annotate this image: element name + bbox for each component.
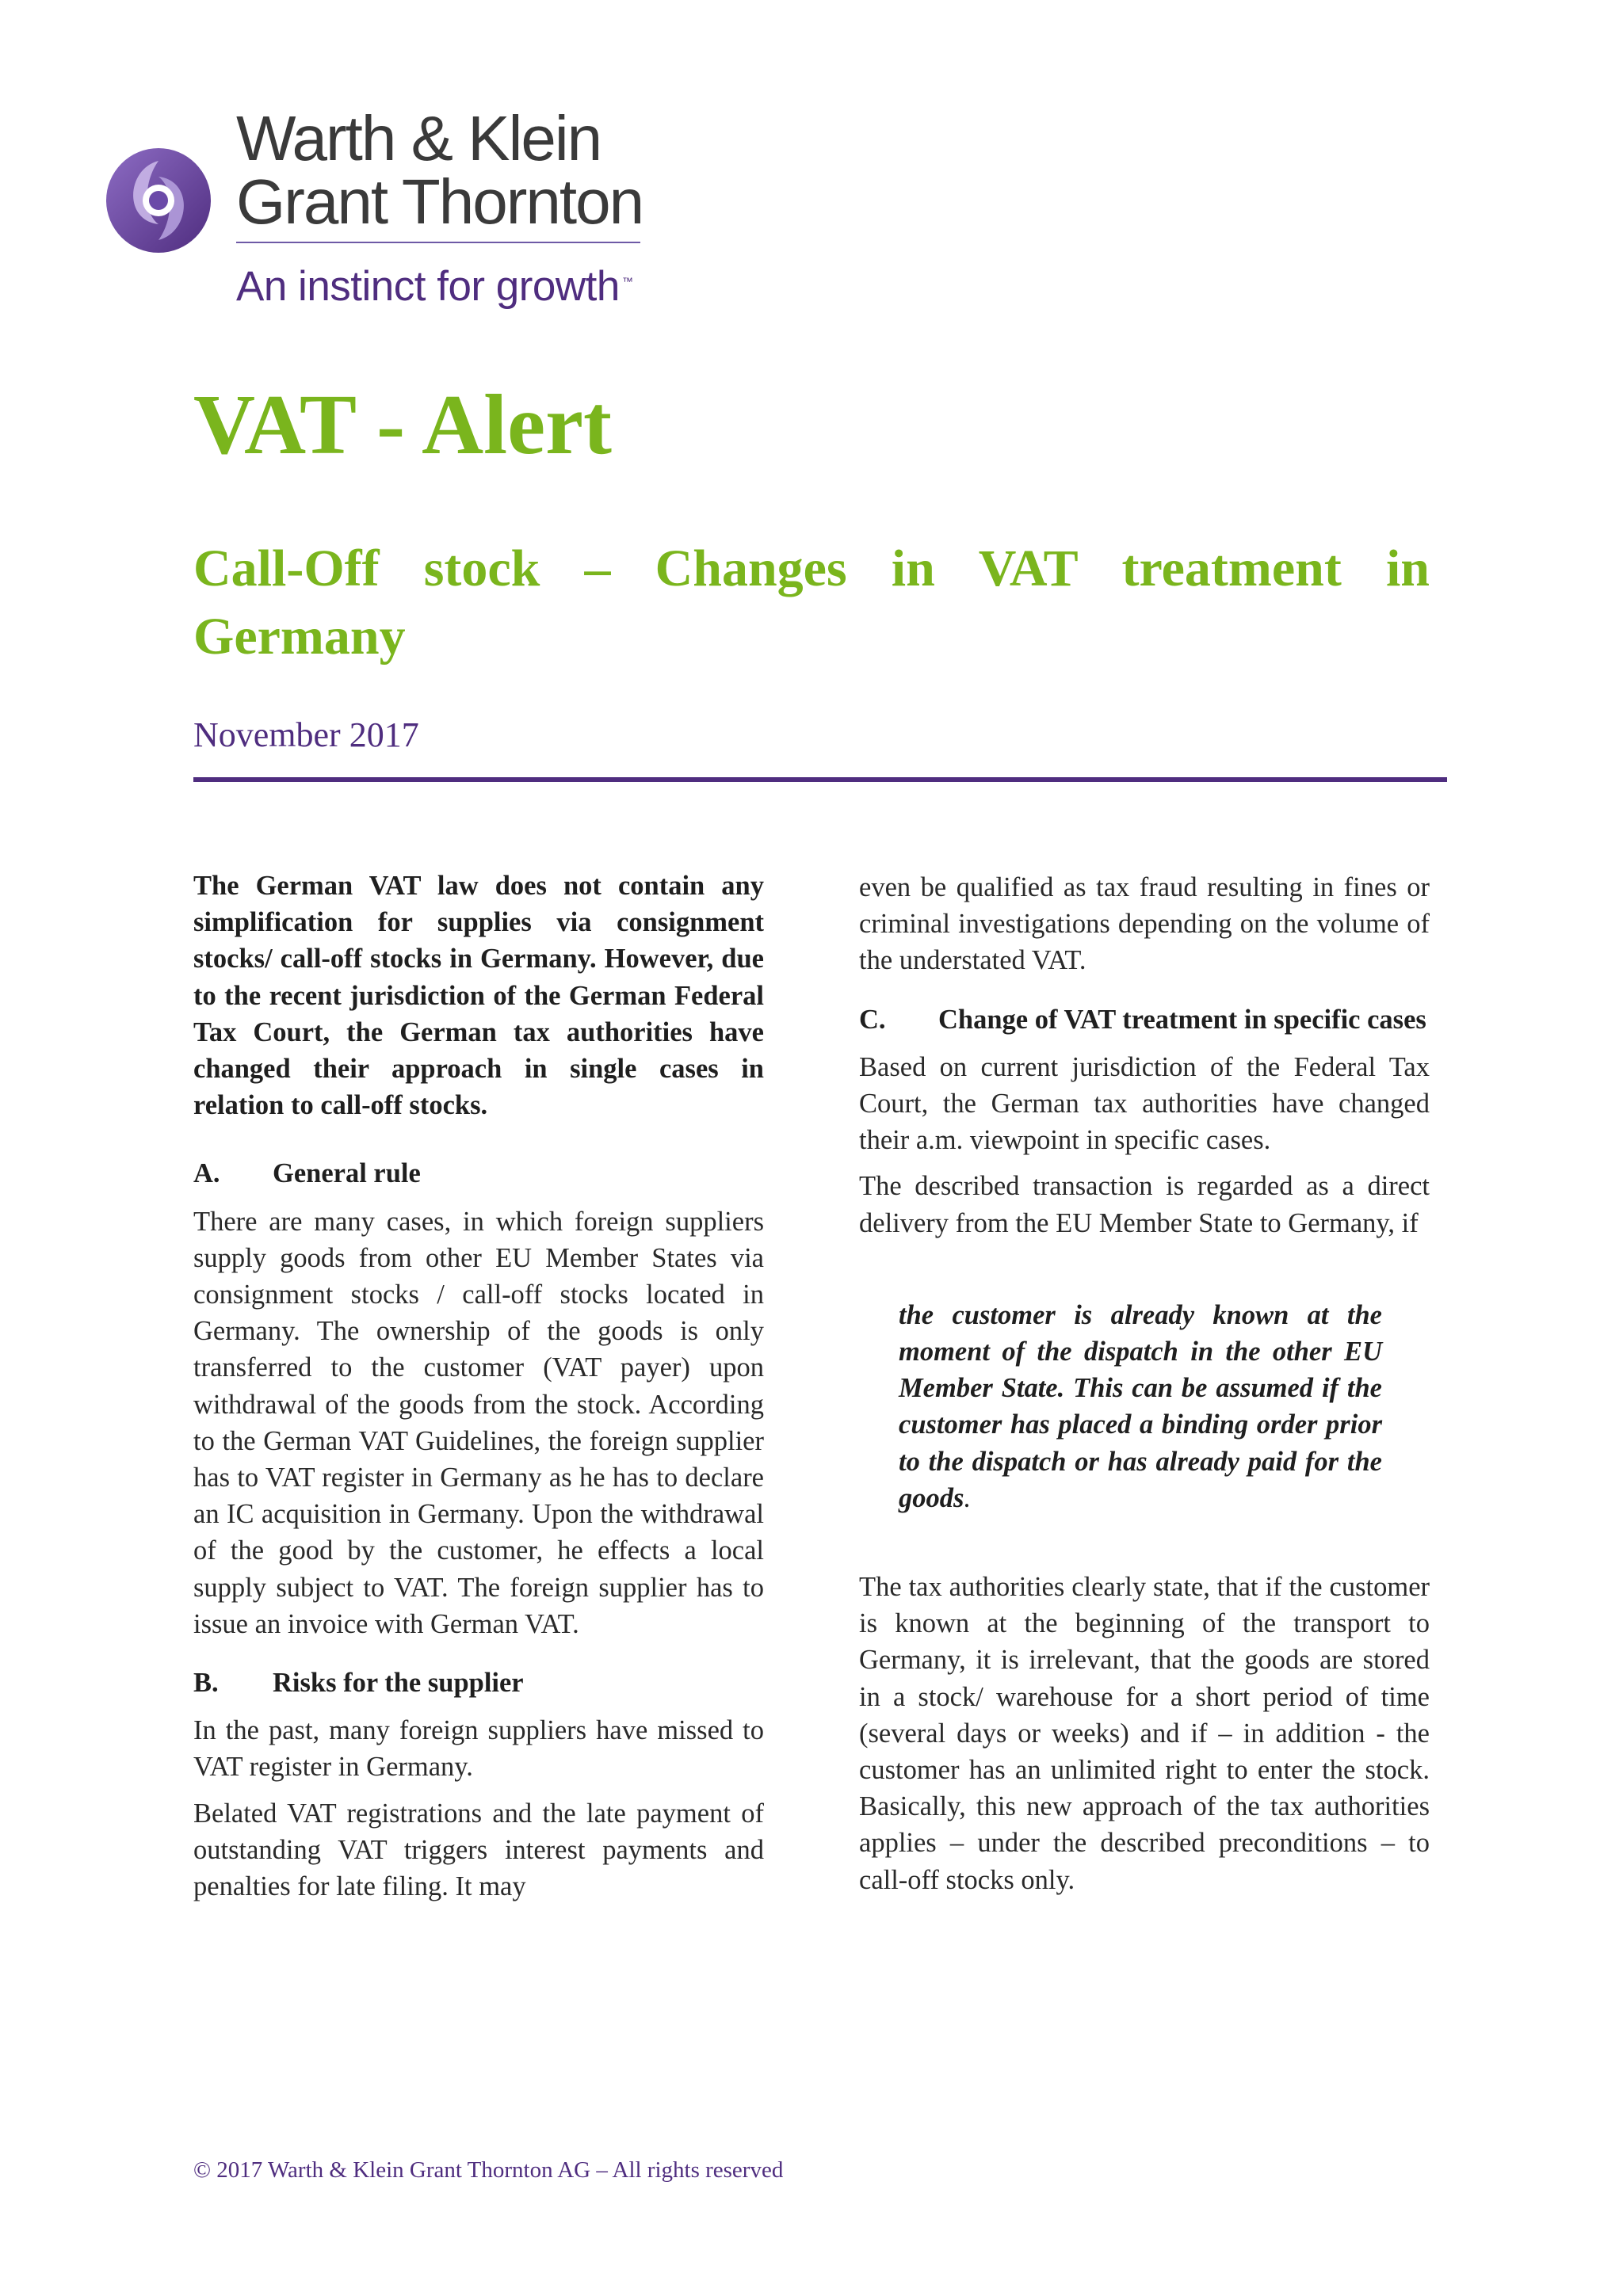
section-a-title: General rule — [273, 1158, 421, 1189]
section-a-letter: A. — [193, 1158, 220, 1189]
right-column — [859, 869, 1430, 1908]
logo-line-1: Warth & Klein — [236, 103, 601, 174]
publication-date: November 2017 — [193, 715, 419, 754]
logo-tagline — [236, 263, 633, 310]
document-subtitle: Call-Off stock – Changes in VAT treatment in Germany — [193, 540, 1430, 666]
tagline-text: An instinct for growth — [236, 263, 620, 310]
header-divider — [193, 777, 1447, 782]
section-c-heading — [859, 1001, 1430, 1038]
grant-thornton-mark-icon — [103, 145, 214, 256]
section-c-text-3: The tax authorities clearly state, that if the customer is known at the beginning of the transport to Germany, it is irrelevant, that the goods are stored in a stock/ warehouse for a short period of time (several days or weeks) and if – in addition - the customer has an unlimited right to enter the stock. Basically, this new approach of the tax authorities applies – under the described preconditions – to call-off stocks only. — [859, 1572, 1430, 1895]
section-c-text-1: Based on current jurisdiction of the Federal Tax Court, the German tax authorities have changed their a.m. viewpoint in specific cases. — [859, 1051, 1430, 1156]
highlighted-condition — [899, 1297, 1382, 1516]
logo-divider — [236, 242, 640, 243]
left-column — [193, 868, 764, 1914]
section-b-title: Risks for the supplier — [273, 1668, 524, 1699]
quote-period: . — [964, 1482, 972, 1513]
section-c-letter: C. — [859, 1004, 886, 1035]
quote-text: the customer is already known at the moment of the dispatch in the other EU Member State. This can be assumed if the customer has placed a binding order prior to the dispatch or has already paid for the goods — [899, 1299, 1382, 1513]
section-b-heading — [193, 1665, 764, 1701]
section-a-text: There are many cases, in which foreign suppliers supply goods from other EU Member States via consignment stocks / call-off stocks located in Germany. The ownership of the goods is only transferred to the customer (VAT payer) upon withdrawal of the goods from the stock. According to the German VAT Guidelines, the foreign supplier has to VAT register in Germany as he has to declare an IC acquisition in Germany. Upon the withdrawal of the good by the customer, he effects a local supply subject to VAT. The foreign supplier has to issue an invoice with German VAT. — [193, 1206, 764, 1639]
lead-paragraph: The German VAT law does not contain any simplification for supplies via consignment stocks/ call-off stocks in Germany. However, due to the recent jurisdiction of the German Federal Tax Court, the German tax authorities have changed their approach in single cases in relation to call-off stocks. — [193, 871, 764, 1121]
copyright-footer: © 2017 Warth & Klein Grant Thornton AG – All rights reserved — [193, 2157, 784, 2183]
section-b-text-1: In the past, many foreign suppliers have missed to VAT register in Germany. — [193, 1715, 764, 1783]
logo-line-2: Grant Thornton — [236, 166, 643, 237]
section-c-title: Change of VAT treatment in specific cases — [938, 1004, 1426, 1035]
section-b-letter: B. — [193, 1668, 219, 1699]
document-title: VAT - Alert — [193, 378, 612, 472]
section-b-text-2: Belated VAT registrations and the late payment of outstanding VAT triggers interest payments and penalties for late filing. It may — [193, 1798, 764, 1902]
section-a-heading — [193, 1155, 764, 1192]
section-c-text-2: The described transaction is regarded as a direct delivery from the EU Member State to Germany, if — [859, 1171, 1430, 1238]
continuation-paragraph: even be qualified as tax fraud resulting in fines or criminal investigations depending on the volume of the understated VAT. — [859, 872, 1430, 976]
company-logo — [103, 99, 658, 313]
trademark-symbol: ™ — [621, 275, 633, 288]
